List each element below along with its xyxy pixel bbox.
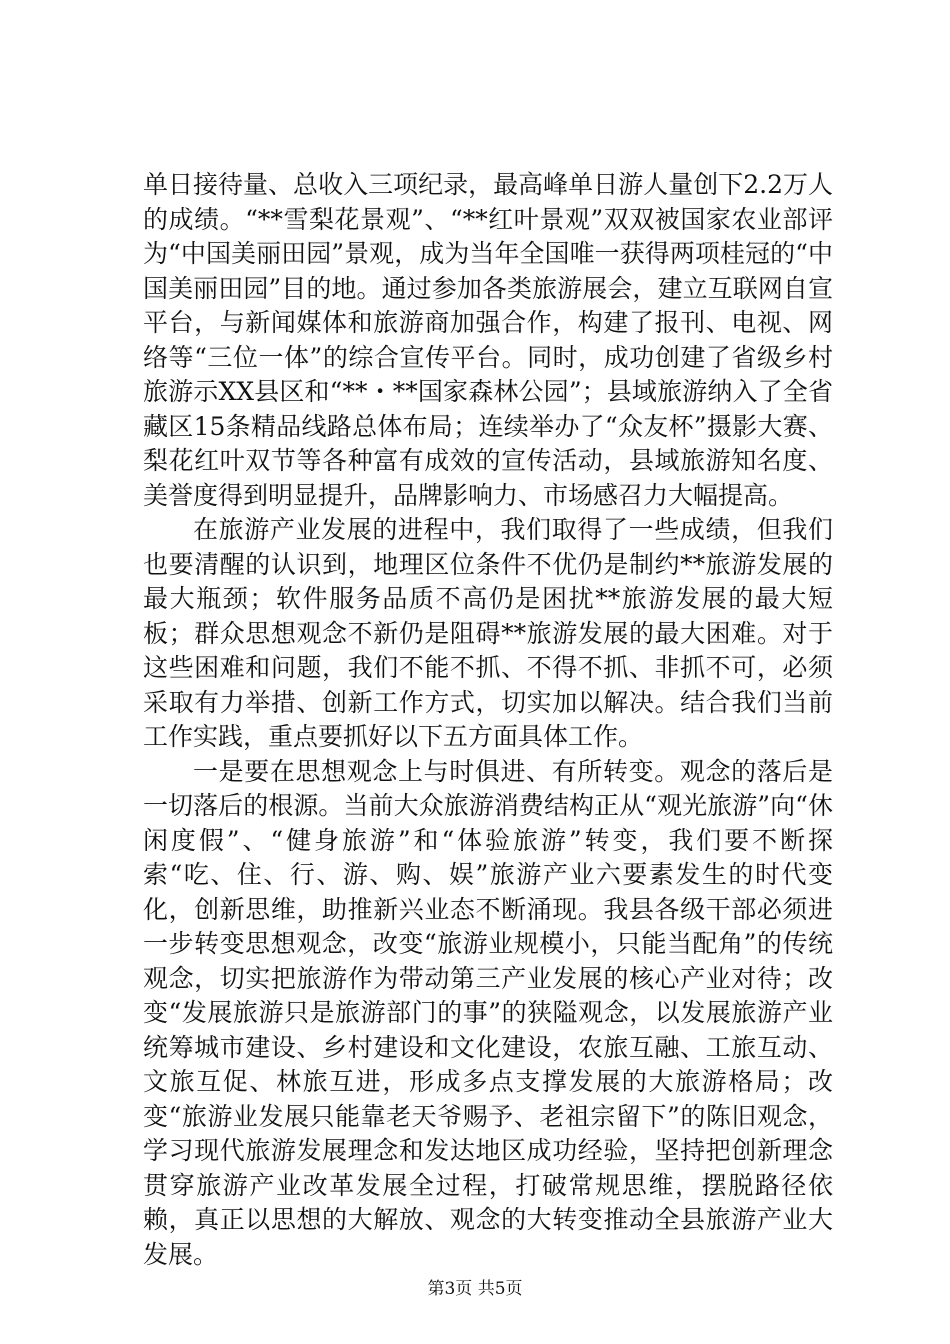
paragraph-challenges: 在旅游产业发展的进程中，我们取得了一些成绩，但我们也要清醒的认识到，地理区位条件不优仍是制约**旅游发展的最大瓶颈；软件服务品质不高仍是困扰**旅游发展的最大短板；群众思想观念不新仍是阻碍**旅游发展的最大困难。对于这些困难和问题，我们不能不抓、不得不抓、非抓不可，必须采取有力举措、创新工作方式，切实加以解决。结合我们当前工作实践，重点要抓好以下五方面具体工作。: [143, 515, 833, 751]
paragraph-continuation: 单日接待量、总收入三项纪录，最高峰单日游人量创下2.2万人的成绩。“**雪梨花景观”、“**红叶景观”双双被国家农业部评为“中国美丽田园”景观，成为当年全国唯一获得两项桂冠的“中国美丽田园”目的地。通过参加各类旅游展会，建立互联网自宣平台，与新闻媒体和旅游商加强合作，构建了报刊、电视、网络等“三位一体”的综合宣传平台。同时，成功创建了省级乡村旅游示XX县区和“**・**国家森林公园”；县域旅游纳入了全省藏区15条精品线路总体布局；连续举办了“众友杯”摄影大赛、梨花红叶双节等各种富有成效的宣传活动，县域旅游知名度、美誉度得到明显提升，品牌影响力、市场感召力大幅提高。: [143, 170, 833, 510]
document-body: [143, 168, 833, 1272]
page-footer: 第3页 共5页: [427, 1279, 523, 1299]
paragraph-mindset: 一是要在思想观念上与时俱进、有所转变。观念的落后是一切落后的根源。当前大众旅游消费结构正从“观光旅游”向“休闲度假”、“健身旅游”和“体验旅游”转变，我们要不断探索“吃、住、行、游、购、娱”旅游产业六要素发生的时代变化，创新思维，助推新兴业态不断涌现。我县各级干部必须进一步转变思想观念，改变“旅游业规模小，只能当配角”的传统观念，切实把旅游作为带动第三产业发展的核心产业对待；改变“发展旅游只是旅游部门的事”的狭隘观念，以发展旅游产业统筹城市建设、乡村建设和文化建设，农旅互融、工旅互动、文旅互促、林旅互进，形成多点支撑发展的大旅游格局；改变“旅游业发展只能靠老天爷赐予、老祖宗留下”的陈旧观念，学习现代旅游发展理念和发达地区成功经验，坚持把创新理念贯穿旅游产业改革发展全过程，打破常规思维，摆脱路径依赖，真正以思想的大解放、观念的大转变推动全县旅游产业大发展。: [143, 756, 833, 1269]
